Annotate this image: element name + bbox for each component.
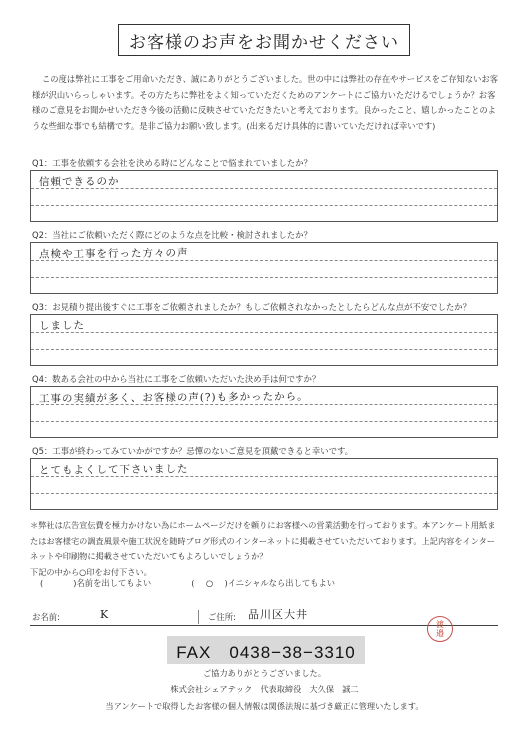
handwritten-answer: とてもよくして下さいました <box>38 463 189 477</box>
question-label: Q1：工事を依頼する会社を決める時にどんなことで悩まれていましたか？ <box>32 158 312 168</box>
question-2 <box>30 230 502 294</box>
address-label: ご住所: <box>208 612 236 622</box>
choice-prompt: 下記の中から○印をお付下さい。 <box>30 566 152 577</box>
address-field[interactable]: 品川区大井 <box>248 608 308 621</box>
question-3 <box>30 302 502 366</box>
name-field[interactable]: K <box>100 608 109 621</box>
question-4 <box>30 374 502 438</box>
circle-mark: ○ <box>205 578 214 588</box>
answer-box <box>30 458 498 510</box>
question-label: Q3：お見積り提出後すぐに工事をご依頼されましたか？もしご依頼されなかったとしたらどんな点が不安でしたか？ <box>32 302 472 312</box>
handwritten-answer: 工事の実績が多く、お客様の声(?)も多かったから。 <box>38 390 309 406</box>
page-title: お客様のお声をお聞かせください <box>118 24 410 56</box>
choice-label: イニシャルなら出してもよい <box>227 578 336 588</box>
company-text: 株式会社シェアテック 代表取締役 大久保 誠二 <box>170 684 359 694</box>
question-5 <box>30 446 502 510</box>
privacy-text: 当アンケートで取得したお客様の個人情報は関係法規に基づき厳正に管理いたします。 <box>105 701 424 711</box>
answer-box <box>30 170 498 222</box>
choice-initials[interactable]: ( ○ ) イニシャルなら出してもよい <box>191 578 336 588</box>
fax-number: FAX 0438−38−3310 <box>167 636 365 664</box>
intro-text: この度は弊社に工事をご用命いただき、誠にありがとうございました。世の中には弊社の存在やサービスをご存知ないお客様が沢山いらっしゃいます。その方たちに弊社をよく知っていただくためのアンケートにご協力いただけるでしょうか？お客様のご意見をお聞かせいただき今後の活動に反映させていただきたいと考えております。良かったこと、嬉しかったことのような些細な事でも結構です。是非ご協力お願い致します。(出来るだけ具体的に書いていただければ幸いです) <box>32 74 499 131</box>
choice-mark-slot <box>194 578 224 588</box>
answer-box <box>30 386 498 438</box>
question-label: Q2：当社にご依頼いただく際にどのような点を比較・検討されましたか？ <box>32 230 312 240</box>
answer-box <box>30 314 498 366</box>
permission-choices <box>40 577 335 589</box>
survey-sheet <box>22 24 507 730</box>
question-label: Q4：数ある会社の中から当社に工事をご依頼いただいた決め手は何ですか？ <box>32 374 321 384</box>
hanko-stamp: 渡 邉 <box>427 616 453 642</box>
handwritten-answer: しました <box>38 319 86 333</box>
handwritten-answer: 点検や工事を行った方々の声 <box>38 247 189 261</box>
answer-box <box>30 242 498 294</box>
publication-note <box>30 518 502 580</box>
thanks-text: ご協力ありがとうございました。 <box>203 668 326 678</box>
choice-label: 名前を出してもよい <box>76 578 152 588</box>
choice-full-name[interactable]: ( ) 名前を出してもよい <box>40 578 152 588</box>
handwritten-answer: 信頼できるのか <box>38 175 120 189</box>
question-1 <box>30 158 502 222</box>
name-label: お名前: <box>32 612 60 622</box>
question-label: Q5：工事が終わってみていかがですか？忌憚のないご意見を頂戴できると幸いです。 <box>32 446 354 456</box>
note-text: ＊弊社は広告宣伝費を極力かけない為にホームページだけを頼りにお客様への営業活動を行っております。本アンケート用紙またはお客様宅の調査風景や施工状況を随時ブログ形式のインターネットに掲載させていただいております。上記内容をインターネットや印刷物に掲載させていただいてもよろしいでしょうか？ <box>30 520 496 561</box>
